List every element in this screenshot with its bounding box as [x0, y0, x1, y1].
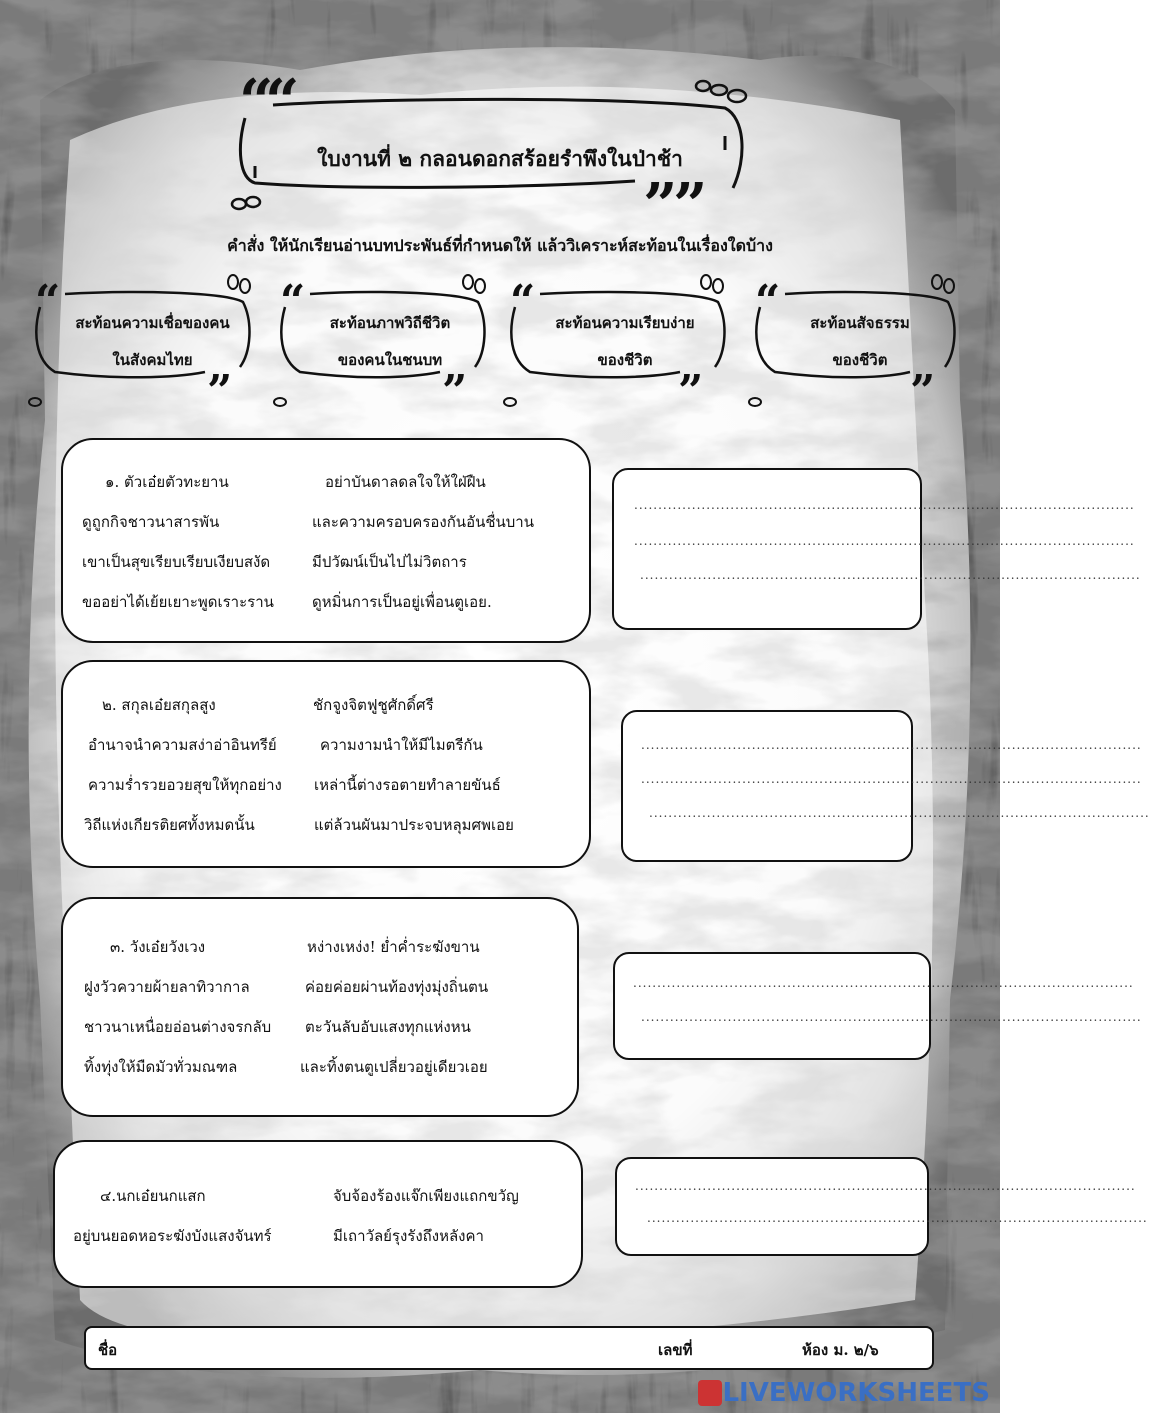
stanza-box-3: [61, 897, 579, 1117]
verse-line: ความร่ำรวยอวยสุขให้ทุกอย่าง: [88, 776, 282, 794]
answer-line: ........................................................................................................: [641, 738, 1142, 752]
verse-line: ชักจูงจิตฟูชูศักดิ์ศรี: [313, 696, 434, 714]
verse-line: มีปวัฒน์เป็นไปไม่วิตถาร: [312, 553, 467, 571]
theme-line-2: ของชีวิต: [597, 351, 653, 369]
theme-line-1: สะท้อนภาพวิถีชีวิต: [329, 314, 451, 332]
verse-line: ทิ้งทุ่งให้มืดมัวทั่วมณฑล: [84, 1058, 238, 1076]
verse-line: ๒. สกุลเอ๋ยสกุลสูง: [102, 696, 216, 714]
answer-line: ........................................................................................................: [641, 772, 1142, 786]
class-label: ห้อง ม. ๒/๖: [802, 1341, 879, 1359]
svg-text:”: ”: [207, 366, 233, 417]
theme-option-simplicity: [520, 305, 730, 379]
verse-line: เขาเป็นสุขเรียบเรียบเงียบสงัด: [82, 553, 271, 571]
theme-option-rural-life: [290, 305, 490, 379]
instruction-text: คำสั่ง ให้นักเรียนอ่านบทประพันธ์ที่กำหนดให้ แล้ววิเคราะห์สะท้อนในเรื่องใดบ้าง: [227, 236, 773, 255]
theme-option-truth-of-life: [765, 305, 955, 379]
answer-line: ........................................................................................................: [640, 568, 1141, 582]
theme-line-1: สะท้อนสัจธรรม: [810, 314, 910, 332]
theme-line-1: สะท้อนความเรียบง่าย: [555, 314, 695, 332]
answer-line: ........................................................................................................: [635, 1179, 1136, 1193]
liveworksheets-brand: LIVEWORKSHEETS: [722, 1378, 990, 1408]
svg-text:”: ”: [678, 366, 704, 417]
verse-line: แต่ล้วนผันมาประจบหลุมศพเอย: [314, 816, 514, 834]
verse-line: และความครอบครองกันอันชื่นบาน: [312, 513, 534, 531]
theme-line-2: ในสังคมไทย: [112, 351, 193, 369]
answer-line: ........................................................................................................: [634, 534, 1135, 548]
verse-line: ๓. วังเอ๋ยวังเวง: [110, 938, 206, 956]
verse-line: อยู่บนยอดหอระฆังบังแสงจันทร์: [73, 1227, 272, 1245]
student-info-bar: [84, 1326, 934, 1370]
stanza-box-4: [53, 1140, 583, 1288]
svg-text:”: ”: [643, 171, 678, 241]
name-label: ชื่อ: [98, 1341, 118, 1359]
svg-text:”: ”: [442, 366, 468, 417]
verse-line: อย่าบันดาลดลใจให้ใฝ่ฝืน: [325, 473, 486, 491]
verse-line: ฝูงวัวควายผ้ายลาทิวากาล: [84, 978, 250, 996]
verse-line: จับจ้องร้องแจ๊กเพียงแถกขวัญ: [333, 1187, 519, 1205]
number-label: เลขที่: [658, 1341, 693, 1359]
svg-text:“: “: [280, 276, 306, 327]
answer-box-1[interactable]: [612, 468, 1141, 630]
theme-option-beliefs: [45, 305, 260, 379]
answer-line: ........................................................................................................: [641, 1010, 1142, 1024]
answer-line: ........................................................................................................: [649, 806, 1150, 820]
theme-line-2: ของคนในชนบท: [337, 351, 443, 369]
verse-line: ขออย่าได้เย้ยเยาะพูดเราะราน: [82, 593, 274, 611]
svg-text:”: ”: [673, 171, 708, 241]
svg-text:“: “: [755, 276, 781, 327]
answer-line: ........................................................................................................: [633, 976, 1134, 990]
verse-line: วิถีแห่งเกียรติยศทั้งหมดนั้น: [84, 816, 255, 834]
verse-line: ๑. ตัวเอ๋ยตัวทะยาน: [105, 473, 229, 491]
svg-text:“: “: [239, 67, 274, 137]
svg-text:“: “: [510, 276, 536, 327]
verse-line: ดูหมิ่นการเป็นอยู่เพื่อนตูเอย.: [312, 593, 492, 611]
worksheet-title: ใบงานที่ ๒ กลอนดอกสร้อยรำพึงในป่าช้า: [317, 146, 683, 171]
svg-text:”: ”: [910, 366, 936, 417]
liveworksheets-logo-icon: [698, 1380, 722, 1406]
verse-line: ความงามนำให้มีไมตรีกัน: [320, 736, 483, 754]
answer-box-4[interactable]: [615, 1157, 1148, 1256]
svg-text:“: “: [35, 276, 61, 327]
answer-line: ........................................................................................................: [647, 1211, 1148, 1225]
verse-line: เหล่านี้ต่างรอตายทำลายขันธ์: [314, 776, 501, 794]
svg-text:“: “: [265, 67, 300, 137]
answer-box-3[interactable]: [613, 952, 1142, 1060]
verse-line: หง่างเหง่ง! ย่ำค่ำระฆังขาน: [307, 938, 480, 956]
verse-line: มีเถาวัลย์รุงรังถึงหลังคา: [333, 1227, 484, 1245]
verse-line: ดูถูกกิจชาวนาสารพัน: [82, 513, 220, 531]
verse-line: ๔.นกเอ๋ยนกแสก: [100, 1187, 206, 1205]
theme-line-2: ของชีวิต: [832, 351, 888, 369]
verse-line: อำนาจนำความสง่าอ่าอินทรีย์: [88, 736, 277, 754]
theme-line-1: สะท้อนความเชื่อของคน: [75, 314, 230, 332]
answer-line: ........................................................................................................: [634, 498, 1135, 512]
verse-line: ชาวนาเหนื่อยอ่อนต่างจรกลับ: [84, 1018, 272, 1036]
answer-box-2[interactable]: [621, 710, 1150, 862]
verse-line: และทิ้งตนตูเปลี่ยวอยู่เดียวเอย: [300, 1058, 488, 1076]
verse-line: ค่อยค่อยผ่านท้องทุ่งมุ่งถิ่นตน: [305, 978, 489, 996]
verse-line: ตะวันลับอับแสงทุกแห่งหน: [305, 1018, 471, 1036]
